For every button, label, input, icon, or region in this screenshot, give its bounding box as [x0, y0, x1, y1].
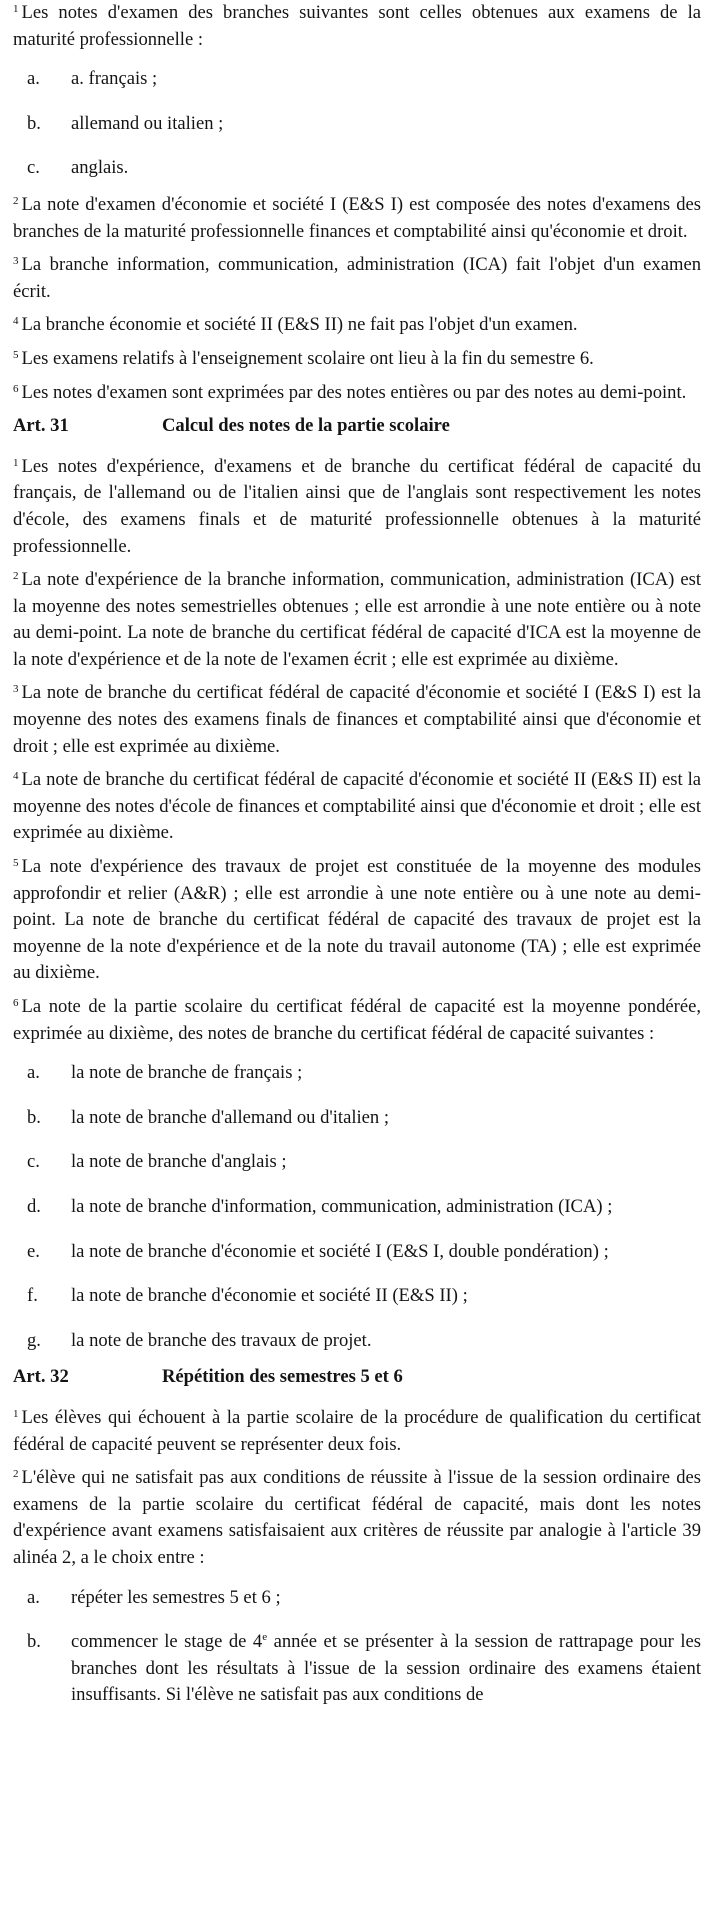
paragraph: $^1$ Les notes d'expérience, d'examens et de branche du certificat fédéral de capacité du français, de l'allemand ou de l'italien ainsi que de l'anglais sont respectivement les notes d'école, des examens finals et de maturité professionnelle obtenues à la maturité professionnelle.: [13, 455, 701, 557]
paragraph: $^1$ Les notes d'examen des branches suivantes sont celles obtenues aux examens de la maturité professionnelle :: [13, 2, 701, 50]
paragraph: $^2$ L'élève qui ne satisfait pas aux conditions de réussite à l'issue de la session ordinaire des examens de la partie scolaire du certificat fédéral de capacité, mais dont les notes d'expérience avant examens satisfaisaient aux critères de réussite par analogie à l'article 39 alinéa 2, a le choix entre :: [13, 1467, 701, 1568]
list-letter: a.: [27, 68, 40, 90]
list-text: la note de branche d'allemand ou d'italien ;: [71, 1106, 390, 1128]
paragraph: $^6$ Les notes d'examen sont exprimées par des notes entières ou par des notes au demi-point.: [13, 381, 687, 403]
paragraph-number: 2: [13, 1468, 19, 1481]
list-letter: b.: [27, 1106, 41, 1128]
list-item: [13, 66, 701, 93]
list: [13, 1585, 701, 1709]
list-item: [13, 1105, 701, 1132]
superscript: e: [262, 1631, 268, 1644]
list-text: répéter les semestres 5 et 6 ;: [71, 1586, 281, 1608]
article-title: Calcul des notes de la partie scolaire: [162, 415, 450, 437]
list-letter: c.: [27, 1151, 40, 1173]
list-letter: d.: [27, 1195, 41, 1217]
list-letter: c.: [27, 157, 40, 179]
article-heading: [13, 413, 701, 440]
list-text: la note de branche d'économie et société II (E&S II) ;: [71, 1285, 468, 1307]
article-heading: [13, 1364, 701, 1391]
paragraph-number: 2: [13, 194, 19, 207]
list-item: [13, 1060, 701, 1087]
list-text: commencer le stage de 4e année et se présenter à la session de rattrapage pour les branches dont les résultats à l'issue de la session ordinaire des examens étaient insuffisants. Si l'élève ne satisfait pas aux conditions de: [71, 1631, 701, 1706]
article-number: Art. 31: [13, 415, 69, 437]
list-item: [13, 1239, 701, 1266]
list: [13, 66, 701, 182]
paragraph-number: 4: [13, 770, 19, 783]
list-letter: e.: [27, 1240, 40, 1262]
paragraph-number: 6: [13, 997, 19, 1009]
list-item: [13, 1629, 701, 1709]
paragraph: $^2$ La note d'examen d'économie et société I (E&S I) est composée des notes d'examens des branches de la maturité professionnelle finances et comptabilité ainsi qu'économie et droit.: [13, 193, 701, 242]
article-title: Répétition des semestres 5 et 6: [162, 1366, 403, 1388]
paragraph: $^5$ La note d'expérience des travaux de projet est constituée de la moyenne des modules approfondir et relier (A&R) ; elle est arrondie à une note entière ou à une note au demi-point. La note de branche du certificat fédéral de capacité des travaux de projet est la moyenne de la note d'expérience et de la note du travail autonome (TA) ; elle est exprimée au dixième.: [13, 856, 701, 984]
paragraph-number: 3: [13, 255, 19, 268]
list-letter: a.: [27, 1586, 40, 1608]
list-letter: a.: [27, 1062, 40, 1084]
paragraph: $^3$ La note de branche du certificat fédéral de capacité d'économie et société I (E&S I) est la moyenne des notes des examens finals de finances et comptabilité ainsi que d'économie et droit ; elle est exprimée au dixième.: [13, 682, 701, 757]
paragraph: $^6$ La note de la partie scolaire du certificat fédéral de capacité est la moyenne pondérée, exprimée au dixième, des notes de branche du certificat fédéral de capacité suivantes :: [13, 996, 701, 1044]
list-text: la note de branche d'économie et société I (E&S I, double pondération) ;: [71, 1240, 609, 1262]
document-page: [13, 0, 701, 1719]
list-item: [13, 1328, 701, 1355]
paragraph-number: 2: [13, 570, 19, 583]
paragraph-number: 6: [13, 382, 19, 395]
list-item: [13, 1585, 701, 1612]
list-item: [13, 111, 701, 138]
list-letter: g.: [27, 1329, 41, 1351]
list-text: la note de branche d'information, communication, administration (ICA) ;: [71, 1195, 613, 1217]
list-text: la note de branche de français ;: [71, 1062, 303, 1084]
list: [13, 1060, 701, 1354]
list-letter: b.: [27, 112, 41, 134]
list-text: a. français ;: [71, 68, 158, 90]
article-number: Art. 32: [13, 1366, 69, 1388]
paragraph-number: 1: [13, 3, 19, 15]
paragraph-number: 5: [13, 348, 19, 361]
list-item: [13, 1283, 701, 1310]
list-text: la note de branche des travaux de projet.: [71, 1329, 372, 1351]
paragraph: $^4$ La branche économie et société II (E&S II) ne fait pas l'objet d'un examen.: [13, 314, 578, 336]
paragraph-number: 5: [13, 857, 19, 870]
list-text: la note de branche d'anglais ;: [71, 1151, 287, 1173]
paragraph-number: 1: [13, 1407, 19, 1420]
list-item: [13, 1194, 701, 1221]
list-text: anglais.: [71, 157, 129, 179]
paragraph-number: 4: [13, 315, 19, 328]
paragraph: $^2$ La note d'expérience de la branche information, communication, administration (ICA) est la moyenne des notes semestrielles obtenues ; elle est arrondie à une note entière ou à note au demi-point. La note de branche du certificat fédéral de capacité d'ICA est la moyenne de la note d'expérience et de la note de l'examen écrit ; elle est exprimée au dixième.: [13, 569, 701, 670]
paragraph: $^4$ La note de branche du certificat fédéral de capacité d'économie et société II (E&S II) est la moyenne des notes d'école de finances et comptabilité ainsi que d'économie et droit ; elle est exprimée au dixième.: [13, 769, 701, 844]
paragraph-number: 1: [13, 456, 19, 469]
list-text: allemand ou italien ;: [71, 112, 224, 134]
paragraph-number: 3: [13, 683, 19, 696]
paragraph: $^5$ Les examens relatifs à l'enseignement scolaire ont lieu à la fin du semestre 6.: [13, 347, 594, 369]
list-letter: f.: [27, 1285, 38, 1307]
list-item: [13, 1149, 701, 1176]
list-letter: b.: [27, 1631, 41, 1653]
list-item: [13, 155, 701, 182]
paragraph: $^1$ Les élèves qui échouent à la partie scolaire de la procédure de qualification du certificat fédéral de capacité peuvent se représenter deux fois.: [13, 1406, 701, 1455]
paragraph: $^3$ La branche information, communication, administration (ICA) fait l'objet d'un examen écrit.: [13, 254, 701, 302]
